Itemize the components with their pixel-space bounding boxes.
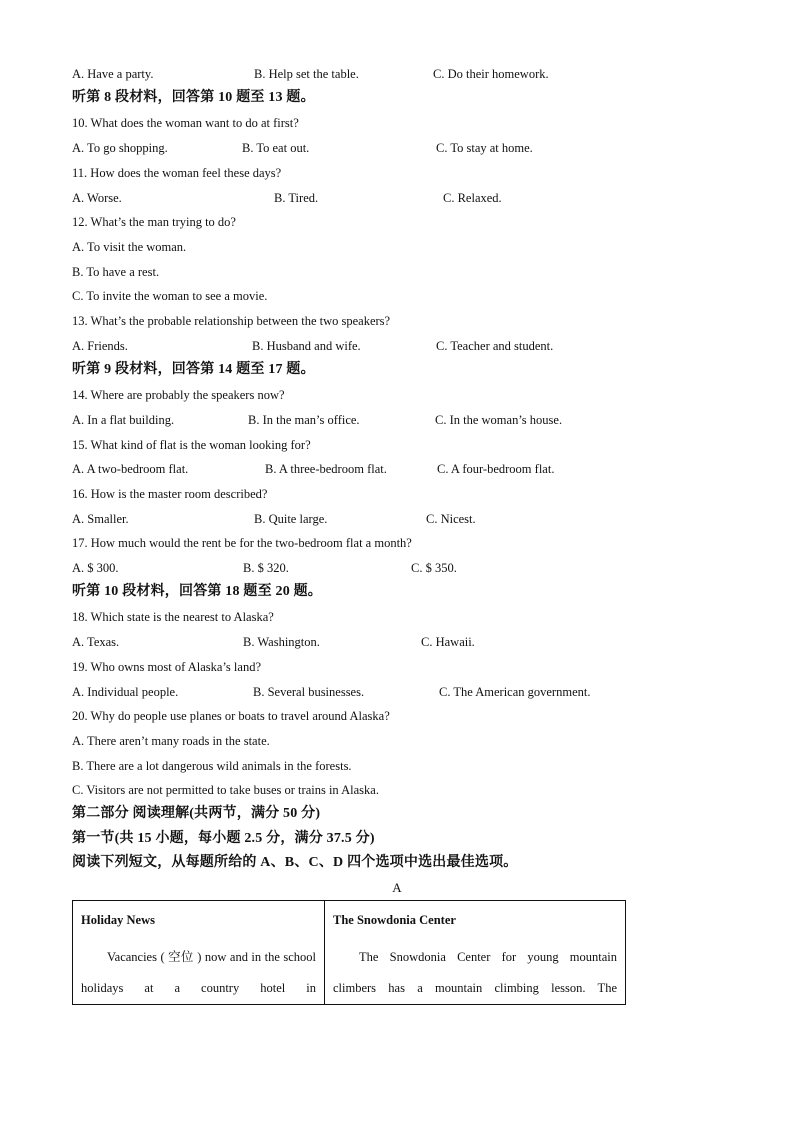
options-row	[72, 560, 632, 576]
question-text: 12. What’s the man trying to do?	[72, 215, 236, 229]
answer-option: B. A three-bedroom flat.	[265, 462, 387, 476]
answer-option: C. The American government.	[439, 685, 591, 699]
answer-option: B. Help set the table.	[254, 67, 359, 81]
question-text: 11. How does the woman feel these days?	[72, 166, 282, 180]
snowdonia-center-text: The Snowdonia Center for young mountain climbers has a mountain climbing lesson. The	[333, 950, 617, 995]
options-row	[72, 461, 632, 477]
answer-option: C. $ 350.	[411, 561, 457, 575]
question-text: 17. How much would the rent be for the two-bedroom flat a month?	[72, 536, 412, 550]
options-row	[72, 338, 632, 354]
section-heading: 听第 8 段材料，回答第 10 题至 13 题。	[72, 90, 315, 105]
passage-table	[72, 900, 626, 1005]
question-text: 15. What kind of flat is the woman looking for?	[72, 438, 311, 452]
option-text: C. To invite the woman to see a movie.	[72, 289, 268, 303]
option-text: A. There aren’t many roads in the state.	[72, 734, 270, 748]
section-heading: 听第 10 段材料，回答第 18 题至 20 题。	[72, 584, 322, 599]
holiday-news-text: Vacancies ( 空位 ) now and in the school holidays at a country hotel in	[81, 950, 316, 995]
options-row	[72, 634, 632, 650]
question-text: 14. Where are probably the speakers now?	[72, 388, 285, 402]
question-text: 10. What does the woman want to do at first?	[72, 116, 299, 130]
snowdonia-center-title: The Snowdonia Center	[333, 913, 456, 927]
question-text: 13. What’s the probable relationship between the two speakers?	[72, 314, 391, 328]
answer-option: C. Nicest.	[426, 512, 476, 526]
answer-option: B. $ 320.	[243, 561, 289, 575]
answer-option: A. A two-bedroom flat.	[72, 462, 189, 476]
answer-option: C. Relaxed.	[443, 191, 502, 205]
answer-option: A. $ 300.	[72, 561, 119, 575]
option-text: B. There are a lot dangerous wild animals in the forests.	[72, 759, 352, 773]
option-text: A. To visit the woman.	[72, 240, 187, 254]
section-heading: 第一节(共 15 小题，每小题 2.5 分，满分 37.5 分)	[72, 831, 375, 846]
holiday-news-cell	[73, 901, 325, 1005]
options-row	[72, 412, 632, 428]
answer-option: B. Husband and wife.	[252, 339, 361, 353]
answer-option: C. To stay at home.	[436, 141, 533, 155]
answer-option: A. Smaller.	[72, 512, 129, 526]
answer-option: B. Quite large.	[254, 512, 328, 526]
options-row	[72, 140, 632, 156]
answer-option: B. In the man’s office.	[248, 413, 360, 427]
section-heading: 阅读下列短文，从每题所给的 A、B、C、D 四个选项中选出最佳选项。	[72, 855, 518, 870]
answer-option: B. Washington.	[243, 635, 320, 649]
answer-option: C. In the woman’s house.	[435, 413, 563, 427]
answer-option: A. Worse.	[72, 191, 122, 205]
options-row	[72, 190, 632, 206]
answer-option: C. Do their homework.	[433, 67, 549, 81]
section-heading: 听第 9 段材料，回答第 14 题至 17 题。	[72, 362, 315, 377]
section-heading: 第二部分 阅读理解(共两节，满分 50 分)	[72, 806, 321, 821]
holiday-news-title: Holiday News	[81, 913, 155, 927]
question-text: 18. Which state is the nearest to Alaska?	[72, 610, 274, 624]
answer-option: A. Individual people.	[72, 685, 179, 699]
answer-option: B. Tired.	[274, 191, 319, 205]
answer-option: A. To go shopping.	[72, 141, 168, 155]
options-row	[72, 511, 632, 527]
passage-letter: A	[392, 880, 402, 895]
answer-option: B. Several businesses.	[253, 685, 365, 699]
answer-option: A. Texas.	[72, 635, 120, 649]
options-row	[72, 66, 632, 82]
answer-option: A. Friends.	[72, 339, 128, 353]
answer-option: C. Teacher and student.	[436, 339, 554, 353]
answer-option: C. Hawaii.	[421, 635, 475, 649]
answer-option: A. In a flat building.	[72, 413, 175, 427]
option-text: B. To have a rest.	[72, 265, 160, 279]
options-row	[72, 684, 632, 700]
question-text: 16. How is the master room described?	[72, 487, 268, 501]
option-text: C. Visitors are not permitted to take buses or trains in Alaska.	[72, 783, 379, 797]
answer-option: C. A four-bedroom flat.	[437, 462, 555, 476]
snowdonia-center-cell	[325, 901, 626, 1005]
answer-option: B. To eat out.	[242, 141, 310, 155]
answer-option: A. Have a party.	[72, 67, 154, 81]
question-text: 19. Who owns most of Alaska’s land?	[72, 660, 261, 674]
question-text: 20. Why do people use planes or boats to travel around Alaska?	[72, 709, 390, 723]
